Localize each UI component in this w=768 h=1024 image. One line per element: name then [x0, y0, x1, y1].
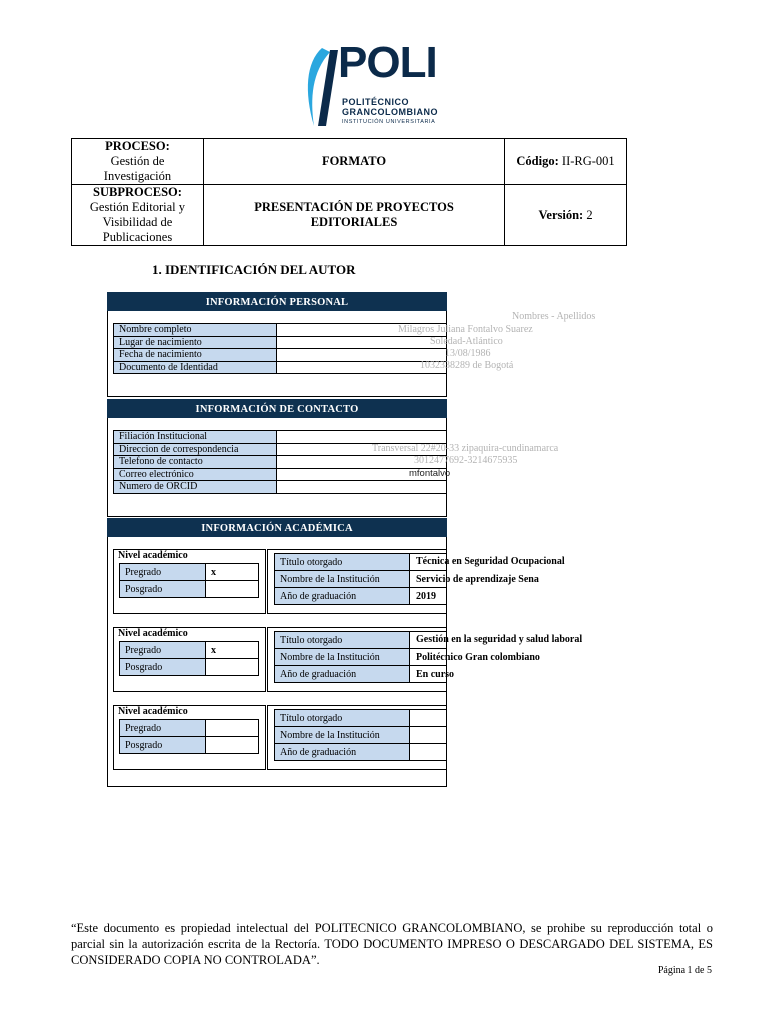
titulo-label: Título otorgado: [275, 710, 410, 727]
proceso-cell: [72, 139, 204, 185]
titulo-label: Título otorgado: [275, 554, 410, 571]
page-number: Página 1 de 5: [657, 965, 712, 976]
logo-line-2: GRANCOLOMBIANO: [342, 107, 438, 117]
table-row: [120, 720, 259, 737]
affiliation-field[interactable]: [276, 431, 446, 444]
institucion-field[interactable]: [410, 727, 447, 744]
anio-label: Año de graduación: [275, 744, 410, 761]
birthdate-value: 13/08/1986: [445, 348, 491, 359]
academic-level-label: Nivel académico: [118, 628, 188, 639]
posgrado-checkbox[interactable]: [206, 581, 259, 598]
institucion-label: Nombre de la Institución: [275, 571, 410, 588]
academic-details-table: [274, 709, 447, 761]
name-hint: Nombres - Apellidos: [512, 311, 596, 322]
document-title: PRESENTACIÓN DE PROYECTOS EDITORIALES: [203, 185, 504, 246]
anio-label: Año de graduación: [275, 666, 410, 683]
posgrado-checkbox[interactable]: [206, 737, 259, 754]
section-title: 1. IDENTIFICACIÓN DEL AUTOR: [152, 262, 356, 277]
personal-info-band: INFORMACIÓN PERSONAL: [107, 292, 447, 311]
institucion-value: Servicio de aprendizaje Sena: [416, 574, 539, 585]
table-row: [120, 642, 259, 659]
posgrado-label: Posgrado: [120, 659, 206, 676]
academic-level-table: [119, 641, 259, 676]
phone-value: 3012477692-3214675935: [414, 455, 518, 466]
table-row: [114, 324, 447, 337]
institucion-label: Nombre de la Institución: [275, 649, 410, 666]
poli-logo: [300, 38, 450, 132]
proceso-value: Gestión de Investigación: [103, 154, 172, 183]
field-label: Nombre completo: [114, 324, 277, 337]
table-row: [120, 737, 259, 754]
codigo-cell: [505, 139, 627, 185]
document-header-table: [71, 138, 627, 246]
table-row: [120, 581, 259, 598]
personal-info-table: [113, 323, 447, 374]
titulo-field[interactable]: [410, 710, 447, 727]
version-label: Versión:: [538, 207, 584, 222]
field-label: Correo electrónico: [114, 468, 277, 481]
institucion-label: Nombre de la Institución: [275, 727, 410, 744]
birthplace-value: Soledad-Atlántico: [430, 336, 503, 347]
table-row: [120, 564, 259, 581]
anio-value: En curso: [416, 669, 455, 680]
subproceso-value: Gestión Editorial y Visibilidad de Publicaciones: [89, 200, 186, 244]
titulo-label: Título otorgado: [275, 632, 410, 649]
pregrado-checkbox[interactable]: x: [206, 642, 259, 659]
subproceso-label: SUBPROCESO:: [93, 185, 182, 199]
logo-swoosh-icon: [300, 42, 340, 132]
academic-level-table: [119, 563, 259, 598]
field-label: Telefono de contacto: [114, 456, 277, 469]
titulo-value: Técnica en Seguridad Ocupacional: [416, 556, 565, 567]
version-value: 2: [586, 207, 593, 222]
field-label: Fecha de nacimiento: [114, 349, 277, 362]
codigo-value: II-RG-001: [561, 154, 615, 168]
orcid-field[interactable]: [276, 481, 446, 494]
field-label: Numero de ORCID: [114, 481, 277, 494]
address-value: Transversal 22#20-33 zipaquira-cundinamarca: [372, 443, 559, 454]
pregrado-checkbox[interactable]: [206, 720, 259, 737]
pregrado-label: Pregrado: [120, 564, 206, 581]
institucion-value: Politécnico Gran colombiano: [416, 652, 540, 663]
academic-level-label: Nivel académico: [118, 706, 188, 717]
posgrado-checkbox[interactable]: [206, 659, 259, 676]
footer-disclaimer: “Este documento es propiedad intelectual del POLITECNICO GRANCOLOMBIANO, se prohibe su reproducción total o parcial sin la autorización escrita de la Rectoría. TODO DOCUMENTO IMPRESO O DESCARGADO DEL SISTEMA, ES CONSIDERADO COPIA NO CONTROLADA”.: [71, 921, 713, 967]
academic-info-band: INFORMACIÓN ACADÉMICA: [107, 518, 447, 537]
id-document-value: 1032338289 de Bogotá: [420, 360, 514, 371]
table-row: [114, 456, 447, 469]
academic-level-label: Nivel académico: [118, 550, 188, 561]
contact-info-table: [113, 430, 447, 494]
formato-label: FORMATO: [203, 139, 504, 185]
codigo-label: Código:: [516, 154, 559, 168]
full-name-value: Milagros Juliana Fontalvo Suarez: [398, 324, 533, 335]
table-row: [114, 349, 447, 362]
field-label: Lugar de nacimiento: [114, 336, 277, 349]
anio-value: 2019: [416, 591, 436, 602]
titulo-value: Gestión en la seguridad y salud laboral: [416, 634, 583, 645]
anio-label: Año de graduación: [275, 588, 410, 605]
logo-line-1: POLITÉCNICO: [342, 97, 410, 107]
table-row: [114, 481, 447, 494]
table-row: [114, 431, 447, 444]
field-label: Direccion de correspondencia: [114, 443, 277, 456]
pregrado-label: Pregrado: [120, 720, 206, 737]
pregrado-label: Pregrado: [120, 642, 206, 659]
logo-brand: POLI: [338, 38, 437, 87]
logo-line-3: INSTITUCIÓN UNIVERSITARIA: [342, 119, 436, 125]
anio-field[interactable]: [410, 744, 447, 761]
version-cell: [505, 185, 627, 246]
table-row: [114, 468, 447, 481]
posgrado-label: Posgrado: [120, 581, 206, 598]
field-label: Documento de Identidad: [114, 361, 277, 374]
table-row: [114, 361, 447, 374]
contact-info-band: INFORMACIÓN DE CONTACTO: [107, 399, 447, 418]
proceso-label: PROCESO:: [105, 139, 170, 153]
pregrado-checkbox[interactable]: x: [206, 564, 259, 581]
posgrado-label: Posgrado: [120, 737, 206, 754]
birthplace-field[interactable]: [276, 336, 446, 349]
table-row: [275, 727, 447, 744]
subproceso-cell: [72, 185, 204, 246]
academic-level-table: [119, 719, 259, 754]
table-row: [275, 744, 447, 761]
field-label: Filiación Institucional: [114, 431, 277, 444]
table-row: [120, 659, 259, 676]
table-row: [275, 710, 447, 727]
email-value: mfontalvo: [409, 468, 451, 479]
table-row: [114, 336, 447, 349]
